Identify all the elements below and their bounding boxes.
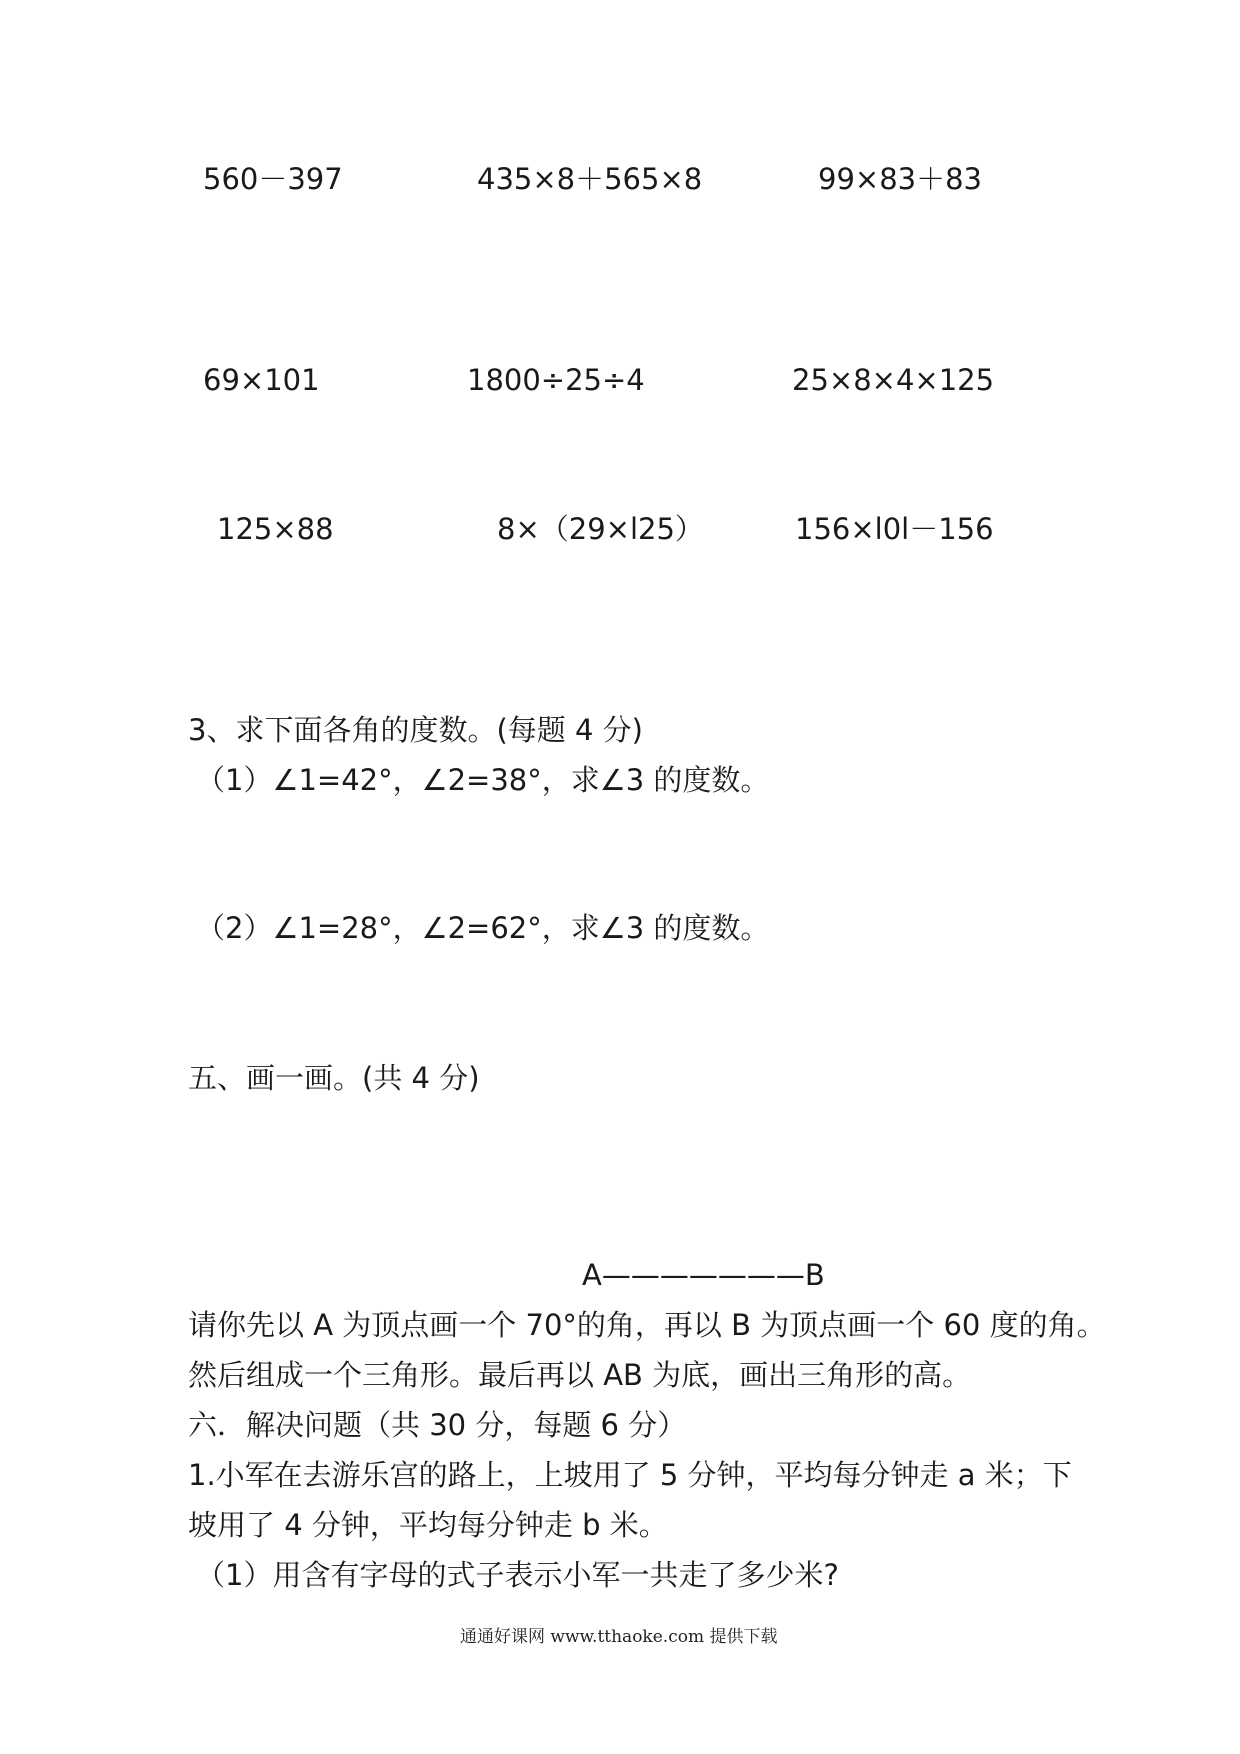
angles-question-2: （2）∠1=28°，∠2=62°，求∠3 的度数。 <box>196 911 770 945</box>
segment-ab: A———————B <box>582 1258 825 1292</box>
calc-expression: 8×（29×l25） <box>497 512 704 546</box>
problems-heading: 六．解决问题（共 30 分，每题 6 分） <box>188 1408 687 1442</box>
calc-expression: 435×8＋565×8 <box>477 162 703 196</box>
calc-expression: 1800÷25÷4 <box>467 363 645 397</box>
problem-1-question-1: （1）用含有字母的式子表示小军一共走了多少米? <box>196 1558 839 1592</box>
calc-expression: 156×l0l－156 <box>795 512 994 546</box>
problem-1-line-2: 坡用了 4 分钟，平均每分钟走 b 米。 <box>188 1508 668 1542</box>
draw-heading: 五、画一画。(共 4 分) <box>188 1061 480 1095</box>
calc-expression: 125×88 <box>217 512 334 546</box>
problem-1-line-1: 1.小军在去游乐宫的路上，上坡用了 5 分钟，平均每分钟走 a 米；下 <box>188 1458 1072 1492</box>
calc-expression: 25×8×4×125 <box>792 363 995 397</box>
calc-expression: 99×83＋83 <box>818 162 983 196</box>
page-footer: 通通好课网 www.tthaoke.com 提供下载 <box>460 1627 778 1647</box>
calc-expression: 560－397 <box>203 162 343 196</box>
draw-instruction-line-1: 请你先以 A 为顶点画一个 70°的角，再以 B 为顶点画一个 60 度的角。 <box>188 1308 1106 1342</box>
angles-question-1: （1）∠1=42°，∠2=38°，求∠3 的度数。 <box>196 763 770 797</box>
angles-heading: 3、求下面各角的度数。(每题 4 分) <box>188 713 643 747</box>
calc-expression: 69×101 <box>203 363 320 397</box>
draw-instruction-line-2: 然后组成一个三角形。最后再以 AB 为底，画出三角形的高。 <box>188 1358 972 1392</box>
